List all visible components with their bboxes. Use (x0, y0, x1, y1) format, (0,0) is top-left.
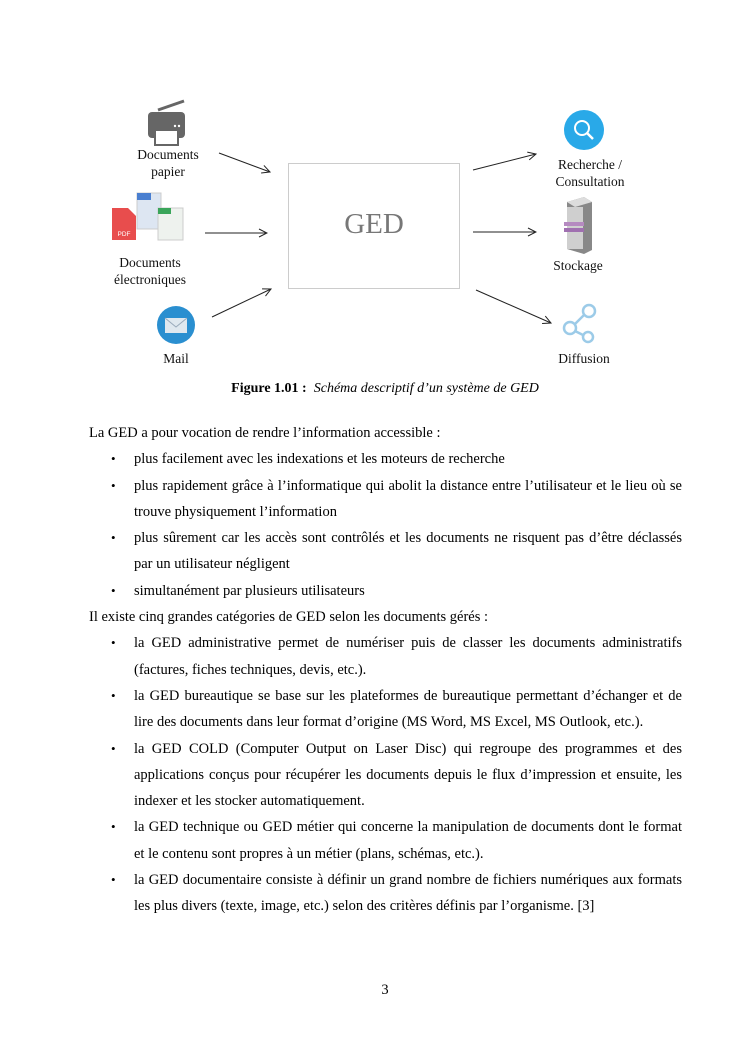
label-line: Recherche / (557, 157, 623, 172)
search-icon (564, 110, 604, 150)
page-number: 3 (381, 982, 389, 998)
list-item: • simultanément par plusieurs utilisateurs (89, 578, 682, 604)
output-label-search (555, 156, 624, 190)
paragraph: La GED a pour vocation de rendre l’information accessible : (89, 425, 441, 441)
list-item: • la GED bureautique se base sur les plateformes de bureautique permettant d’échanger et de lire des documents dans leur format d’origine (MS Word, MS Excel, MS Outlook, etc.). (89, 683, 682, 736)
list-item: • plus rapidement grâce à l’informatique qui abolit la distance entre l’utilisateur et le lieu où se trouve physiquement l’information (89, 473, 682, 526)
label-line: papier (151, 164, 185, 179)
list-item: • la GED COLD (Computer Output on Laser Disc) qui regroupe des programmes et des applications conçus pour récupérer les documents depuis le flux d’impression et ensuite, les indexer et les stocker automatiquement. (89, 736, 682, 815)
label-line: Documents (137, 147, 199, 162)
output-label-diffusion: Diffusion (558, 351, 610, 366)
label-line: électroniques (114, 272, 186, 287)
printer-icon (148, 101, 185, 145)
bullet-list (89, 630, 682, 919)
bullet-list (89, 446, 682, 604)
list-item: • plus sûrement car les accès sont contrôlés et les documents ne risquent pas d’être déclassés par un utilisateur négligent (89, 525, 682, 578)
list-item: • la GED technique ou GED métier qui concerne la manipulation de documents dont le format et le contenu sont propres à un métier (plans, schémas, etc.). (89, 814, 682, 867)
list-item: • la GED administrative permet de numériser puis de classer les documents administratifs (factures, fiches techniques, devis, etc.). (89, 630, 682, 683)
caption-label: Figure 1.01 : (231, 381, 307, 396)
server-icon (564, 197, 592, 254)
input-label-mail: Mail (163, 351, 189, 366)
input-label-electronic (114, 254, 186, 288)
mail-icon (157, 306, 195, 344)
figure-caption (0, 381, 745, 397)
label-line: Consultation (555, 174, 625, 189)
share-icon (564, 305, 595, 342)
paragraph: Il existe cinq grandes catégories de GED selon les documents gérés : (89, 609, 489, 626)
label-line: Documents (119, 255, 181, 270)
list-item: • plus facilement avec les indexations et les moteurs de recherche (89, 446, 682, 472)
pdf-label: PDF (117, 231, 131, 238)
input-label-paper (137, 146, 199, 180)
ged-label: GED (344, 208, 404, 240)
output-label-storage: Stockage (553, 258, 603, 273)
caption-text: Schéma descriptif d’un système de GED (313, 381, 539, 396)
list-item: • la GED documentaire consiste à définir un grand nombre de fichiers numériques aux formats les plus divers (texte, image, etc.) selon des critères définis par l’organisme. [3] (89, 867, 682, 920)
body-text (89, 420, 682, 920)
